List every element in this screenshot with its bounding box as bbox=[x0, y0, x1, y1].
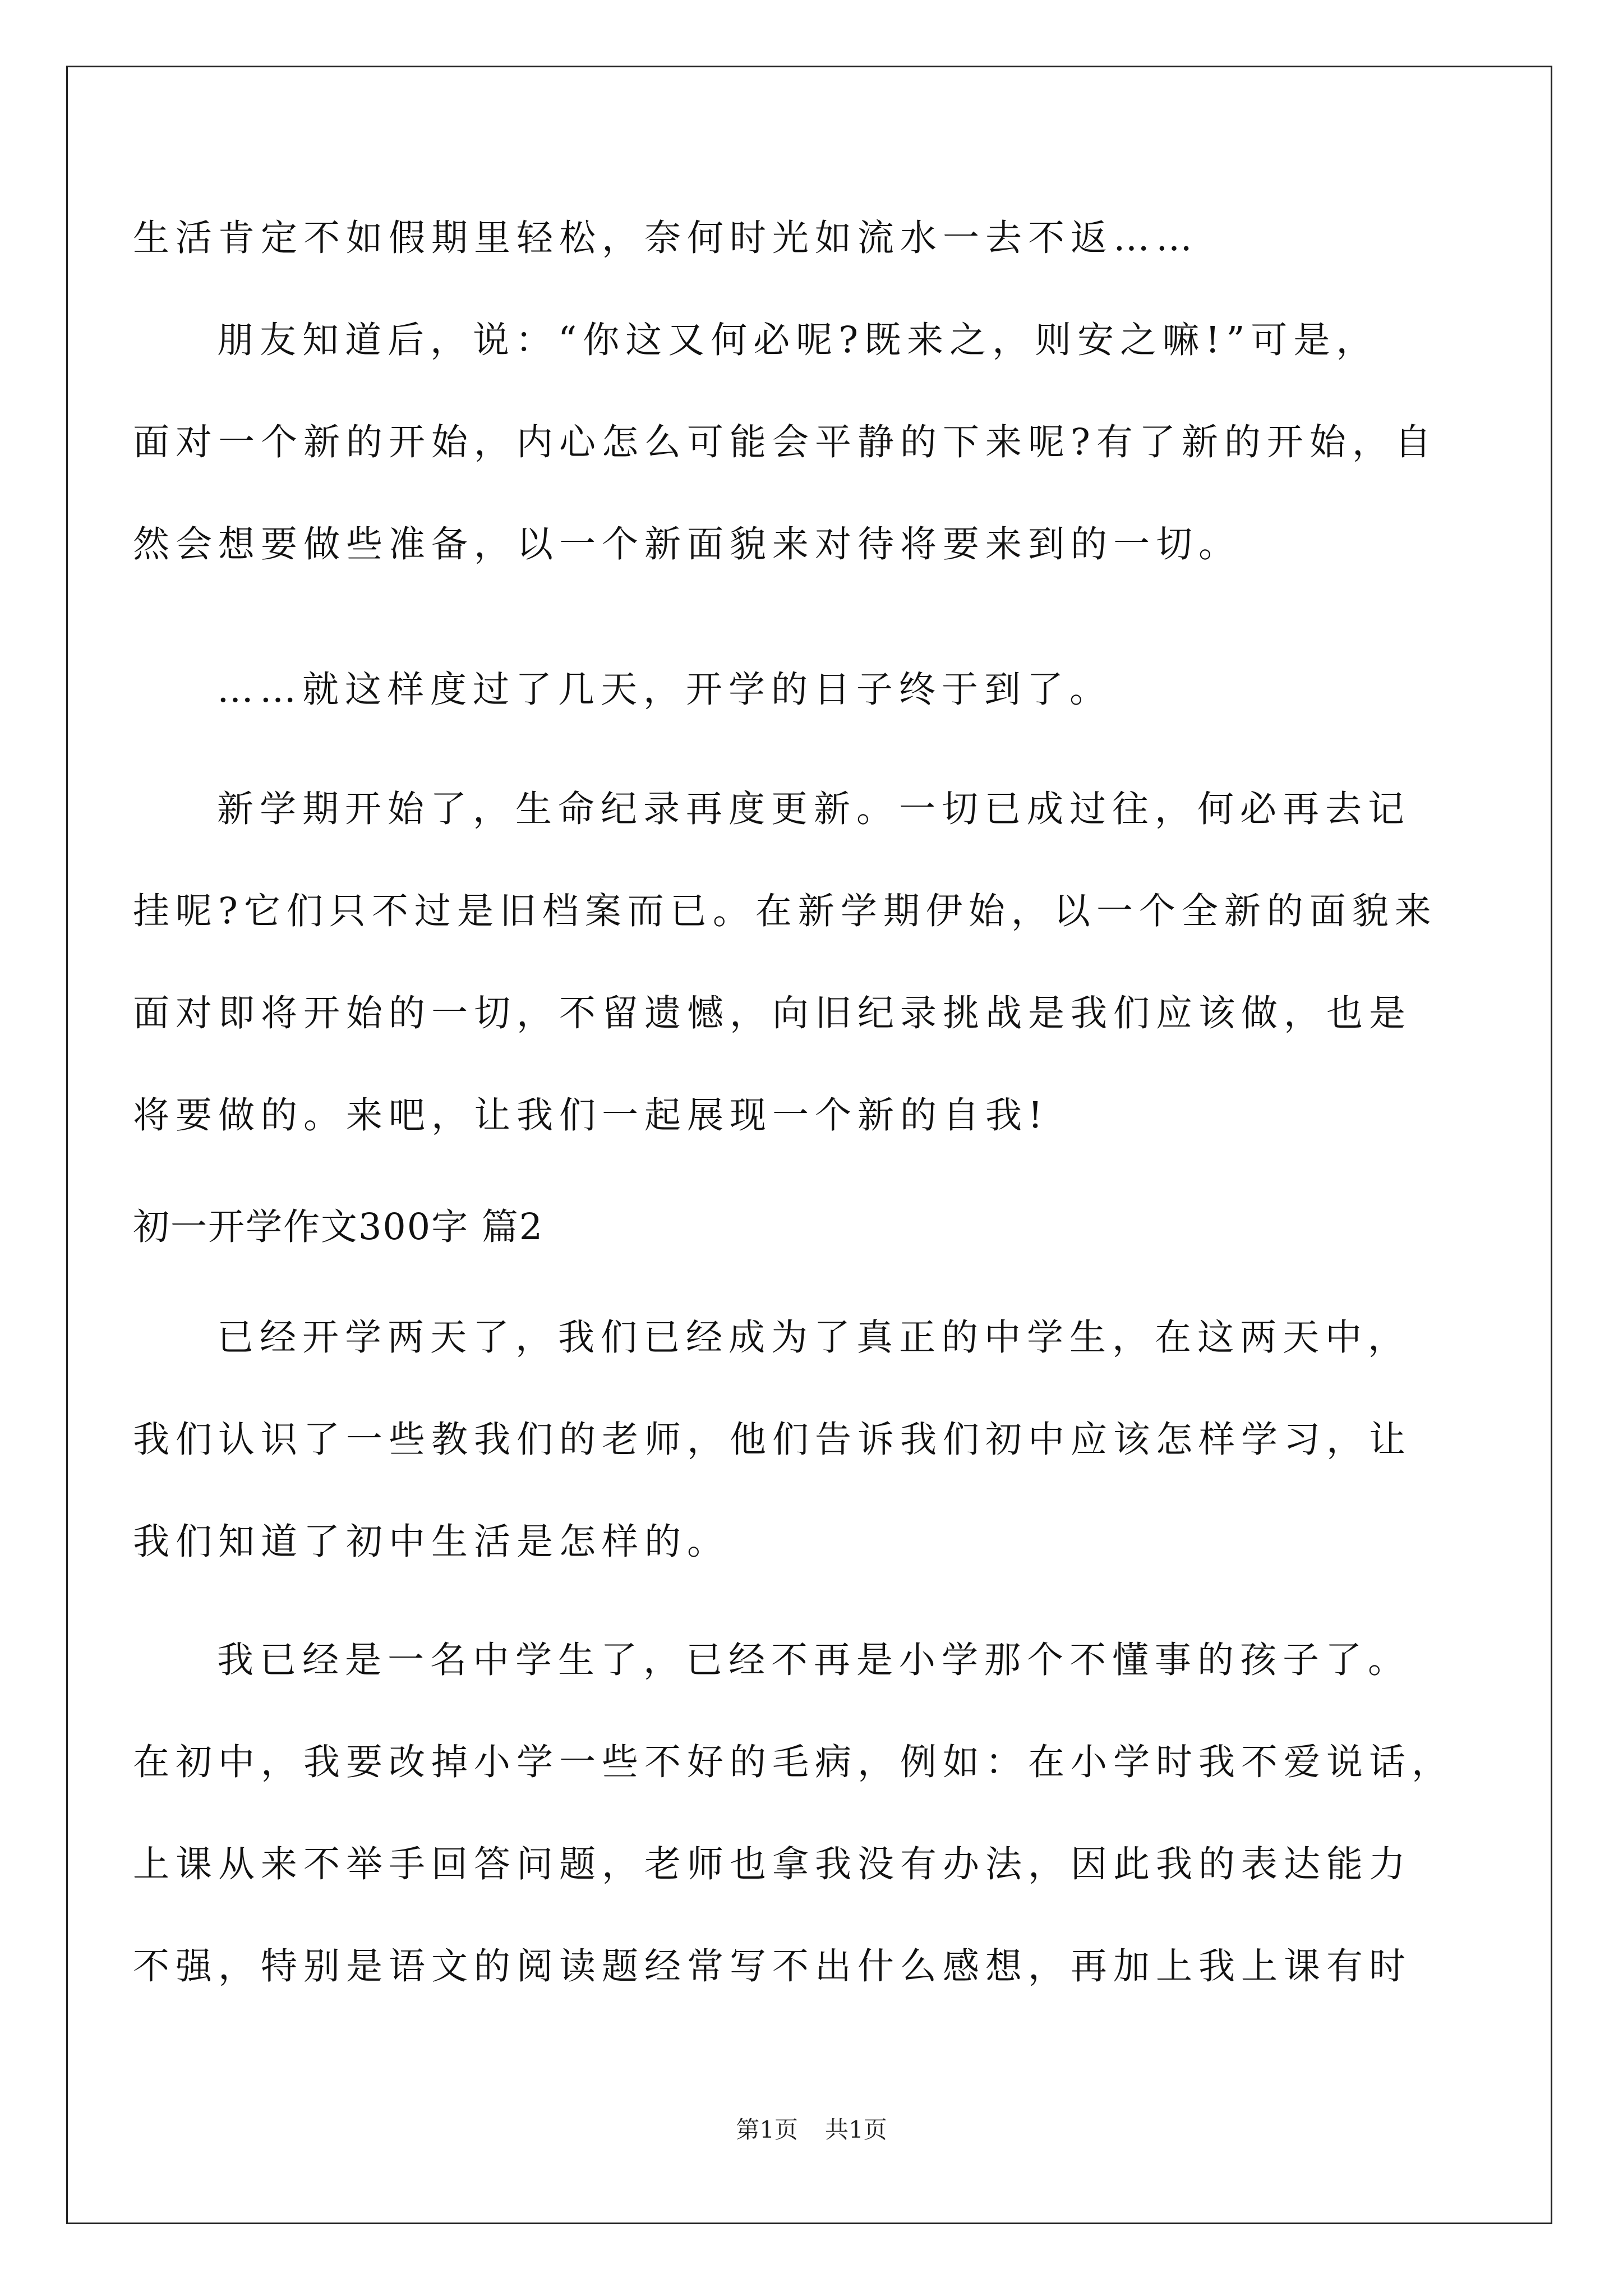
paragraph-first-line: 我已经是一名中学生了，已经不再是小学那个不懂事的孩子了。 bbox=[217, 1639, 1411, 1681]
text-line: 我们认识了一些教我们的老师，他们告诉我们初中应该怎样学习，让 bbox=[133, 1419, 1412, 1461]
text-line: 生活肯定不如假期里轻松，奈何时光如流水一去不返…… bbox=[133, 217, 1199, 259]
text-line: 挂呢?它们只不过是旧档案而已。在新学期伊始，以一个全新的面貌来 bbox=[133, 890, 1437, 932]
page-footer bbox=[0, 2116, 1623, 2144]
text-line: 然会想要做些准备，以一个新面貌来对待将要来到的一切。 bbox=[133, 523, 1242, 565]
text-line: 不强，特别是语文的阅读题经常写不出什么感想，再加上我上课有时 bbox=[133, 1945, 1412, 1987]
page-number: 第1页 bbox=[736, 2116, 798, 2143]
text-line: 面对一个新的开始，内心怎么可能会平静的下来呢?有了新的开始，自 bbox=[133, 421, 1437, 463]
page-border bbox=[66, 66, 1552, 2224]
text-line: 上课从来不举手回答问题，老师也拿我没有办法，因此我的表达能力 bbox=[133, 1843, 1412, 1885]
page-count: 共1页 bbox=[825, 2116, 887, 2143]
paragraph-first-line: 已经开学两天了，我们已经成为了真正的中学生，在这两天中， bbox=[217, 1317, 1411, 1359]
text-line: 我们知道了初中生活是怎样的。 bbox=[133, 1521, 730, 1563]
paragraph-first-line: ……就这样度过了几天，开学的日子终于到了。 bbox=[217, 669, 1113, 711]
section-heading: 初一开学作文300字 篇2 bbox=[133, 1206, 544, 1248]
text-line: 面对即将开始的一切，不留遗憾，向旧纪录挑战是我们应该做，也是 bbox=[133, 992, 1412, 1034]
text-line: 在初中，我要改掉小学一些不好的毛病，例如：在小学时我不爱说话， bbox=[133, 1741, 1455, 1783]
paragraph-first-line: 新学期开始了，生命纪录再度更新。一切已成过往，何必再去记 bbox=[217, 788, 1411, 830]
text-line: 将要做的。来吧，让我们一起展现一个新的自我! bbox=[133, 1094, 1049, 1137]
paragraph-first-line: 朋友知道后，说：“你这又何必呢?既来之，则安之嘛!”可是， bbox=[217, 319, 1379, 361]
